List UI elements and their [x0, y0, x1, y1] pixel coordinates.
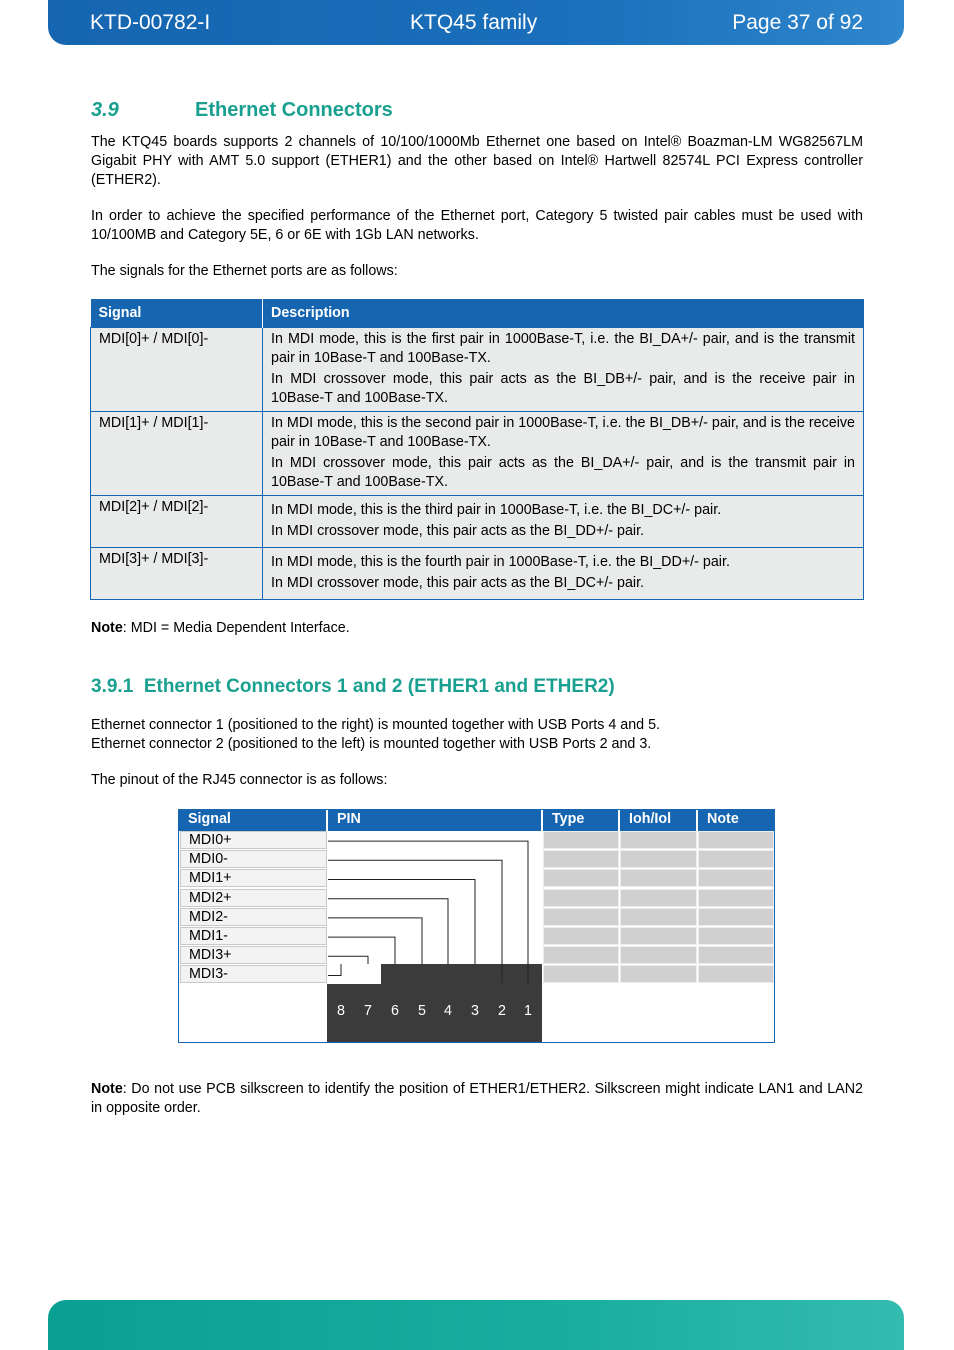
subsection-number: 3.9.1 — [91, 676, 134, 697]
signal-table — [90, 299, 864, 600]
signal-cell: MDI[0]+ / MDI[0]- — [91, 328, 263, 412]
page-header — [48, 0, 904, 45]
intro-paragraph-3: The signals for the Ethernet ports are as follows: — [91, 263, 398, 279]
signal-cell: MDI[1]+ / MDI[1]- — [91, 412, 263, 496]
page-number: Page 37 of 92 — [732, 11, 863, 34]
pinout-header-signal: Signal — [179, 809, 326, 831]
wire-line — [328, 880, 475, 965]
description-cell — [263, 328, 864, 412]
description-cell — [263, 412, 864, 496]
column-header-description: Description — [263, 299, 864, 328]
pinout-header-pin: PIN — [328, 809, 541, 831]
pinout-signal-cell: MDI0- — [180, 850, 327, 868]
note-label: Note — [91, 1081, 123, 1097]
description-cell — [263, 548, 864, 600]
signal-cell: MDI[2]+ / MDI[2]- — [91, 496, 263, 548]
description-line: In MDI mode, this is the fourth pair in 1000Base-T, i.e. the BI_DD+/- pair. — [271, 554, 730, 570]
pinout-signal-cell: MDI2+ — [180, 889, 327, 907]
note-text: : Do not use PCB silkscreen to identify the position of ETHER1/ETHER2. Silkscreen might indicate LAN1 and LAN2 in opposite order. — [91, 1081, 863, 1116]
intro-paragraph-2: In order to achieve the specified performance of the Ethernet port, Category 5 twisted pair cables must be used with 10/100MB and Category 5E, 6 or 6E with 1Gb LAN networks. — [91, 208, 863, 243]
pin-number: 3 — [471, 1003, 479, 1019]
description-line: In MDI crossover mode, this pair acts as the BI_DB+/- pair, and is the receive pair in 10Base-T and 100Base-TX. — [271, 371, 855, 406]
document-id: KTD-00782-I — [90, 11, 211, 34]
note-silkscreen — [91, 1080, 863, 1118]
intro-paragraph-1: The KTQ45 boards supports 2 channels of 10/100/1000Mb Ethernet one based on Intel® Boazman-LM WG82567LM Gigabit PHY with AMT 5.0 support (ETHER1) and the other based on Intel® Hartwell 82574L PCI Express controller (ETHER2). — [91, 134, 863, 188]
signal-table-header — [91, 299, 864, 328]
wire-line — [328, 956, 368, 964]
description-line: In MDI crossover mode, this pair acts as the BI_DA+/- pair, and is the transmit pair in 10Base-T and 100Base-TX. — [271, 455, 855, 490]
pin-number: 6 — [391, 1003, 399, 1019]
note-text: : MDI = Media Dependent Interface. — [122, 620, 350, 636]
pinout-signal-cell: MDI2- — [180, 908, 327, 926]
pin-number: 8 — [337, 1003, 345, 1019]
section-title: Ethernet Connectors — [195, 99, 393, 121]
pin-number: 5 — [418, 1003, 426, 1019]
pinout-signal-cell: MDI0+ — [180, 831, 327, 849]
pinout-header-note: Note — [698, 809, 774, 831]
wire-line — [328, 841, 528, 983]
pin-wiring-lines — [178, 809, 775, 1043]
pinout-signal-cell: MDI3- — [180, 965, 327, 983]
wire-line — [328, 964, 341, 976]
pin-number: 7 — [364, 1003, 372, 1019]
wire-line — [328, 918, 422, 964]
pin-number: 1 — [524, 1003, 532, 1019]
wire-line — [328, 937, 395, 964]
table-row — [91, 548, 864, 600]
description-line: In MDI crossover mode, this pair acts as the BI_DC+/- pair. — [271, 575, 645, 591]
description-line: In MDI mode, this is the first pair in 1000Base-T, i.e. the BI_DA+/- pair, and is the transmit pair in 10Base-T and 100Base-TX. — [271, 331, 855, 366]
table-row — [91, 328, 864, 412]
connector-1-text: Ethernet connector 1 (positioned to the right) is mounted together with USB Ports 4 and 5. — [91, 717, 661, 733]
section-number: 3.9 — [91, 99, 119, 121]
wire-line — [328, 899, 448, 964]
pinout-signal-cell: MDI1+ — [180, 869, 327, 887]
connector-2-text: Ethernet connector 2 (positioned to the left) is mounted together with USB Ports 2 and 3. — [91, 736, 652, 752]
rj45-pinout-diagram — [178, 809, 775, 1043]
description-cell — [263, 496, 864, 548]
connector-description — [91, 716, 863, 754]
pinout-intro: The pinout of the RJ45 connector is as follows: — [91, 772, 388, 788]
pinout-signal-cell: MDI3+ — [180, 946, 327, 964]
note-mdi — [91, 619, 863, 638]
table-row — [91, 496, 864, 548]
description-line: In MDI mode, this is the second pair in 1000Base-T, i.e. the BI_DB+/- pair, and is the receive pair in 10Base-T and 100Base-TX. — [271, 415, 855, 450]
subsection-title: Ethernet Connectors 1 and 2 (ETHER1 and ETHER2) — [143, 676, 615, 697]
note-label: Note — [91, 620, 123, 636]
pinout-signal-cell: MDI1- — [180, 927, 327, 945]
section-heading — [91, 99, 393, 122]
description-line: In MDI mode, this is the third pair in 1000Base-T, i.e. the BI_DC+/- pair. — [271, 502, 722, 518]
subsection-heading — [91, 676, 615, 698]
column-header-signal: Signal — [91, 299, 263, 328]
signal-cell: MDI[3]+ / MDI[3]- — [91, 548, 263, 600]
product-family: KTQ45 family — [410, 11, 538, 34]
pin-number: 2 — [498, 1003, 506, 1019]
page-footer — [48, 1300, 904, 1350]
pin-number: 4 — [444, 1003, 452, 1019]
table-row — [91, 412, 864, 496]
wire-line — [328, 860, 502, 983]
description-line: In MDI crossover mode, this pair acts as the BI_DD+/- pair. — [271, 523, 645, 539]
pinout-header-ioh-iol: Ioh/Iol — [620, 809, 696, 831]
pinout-header-type: Type — [543, 809, 618, 831]
